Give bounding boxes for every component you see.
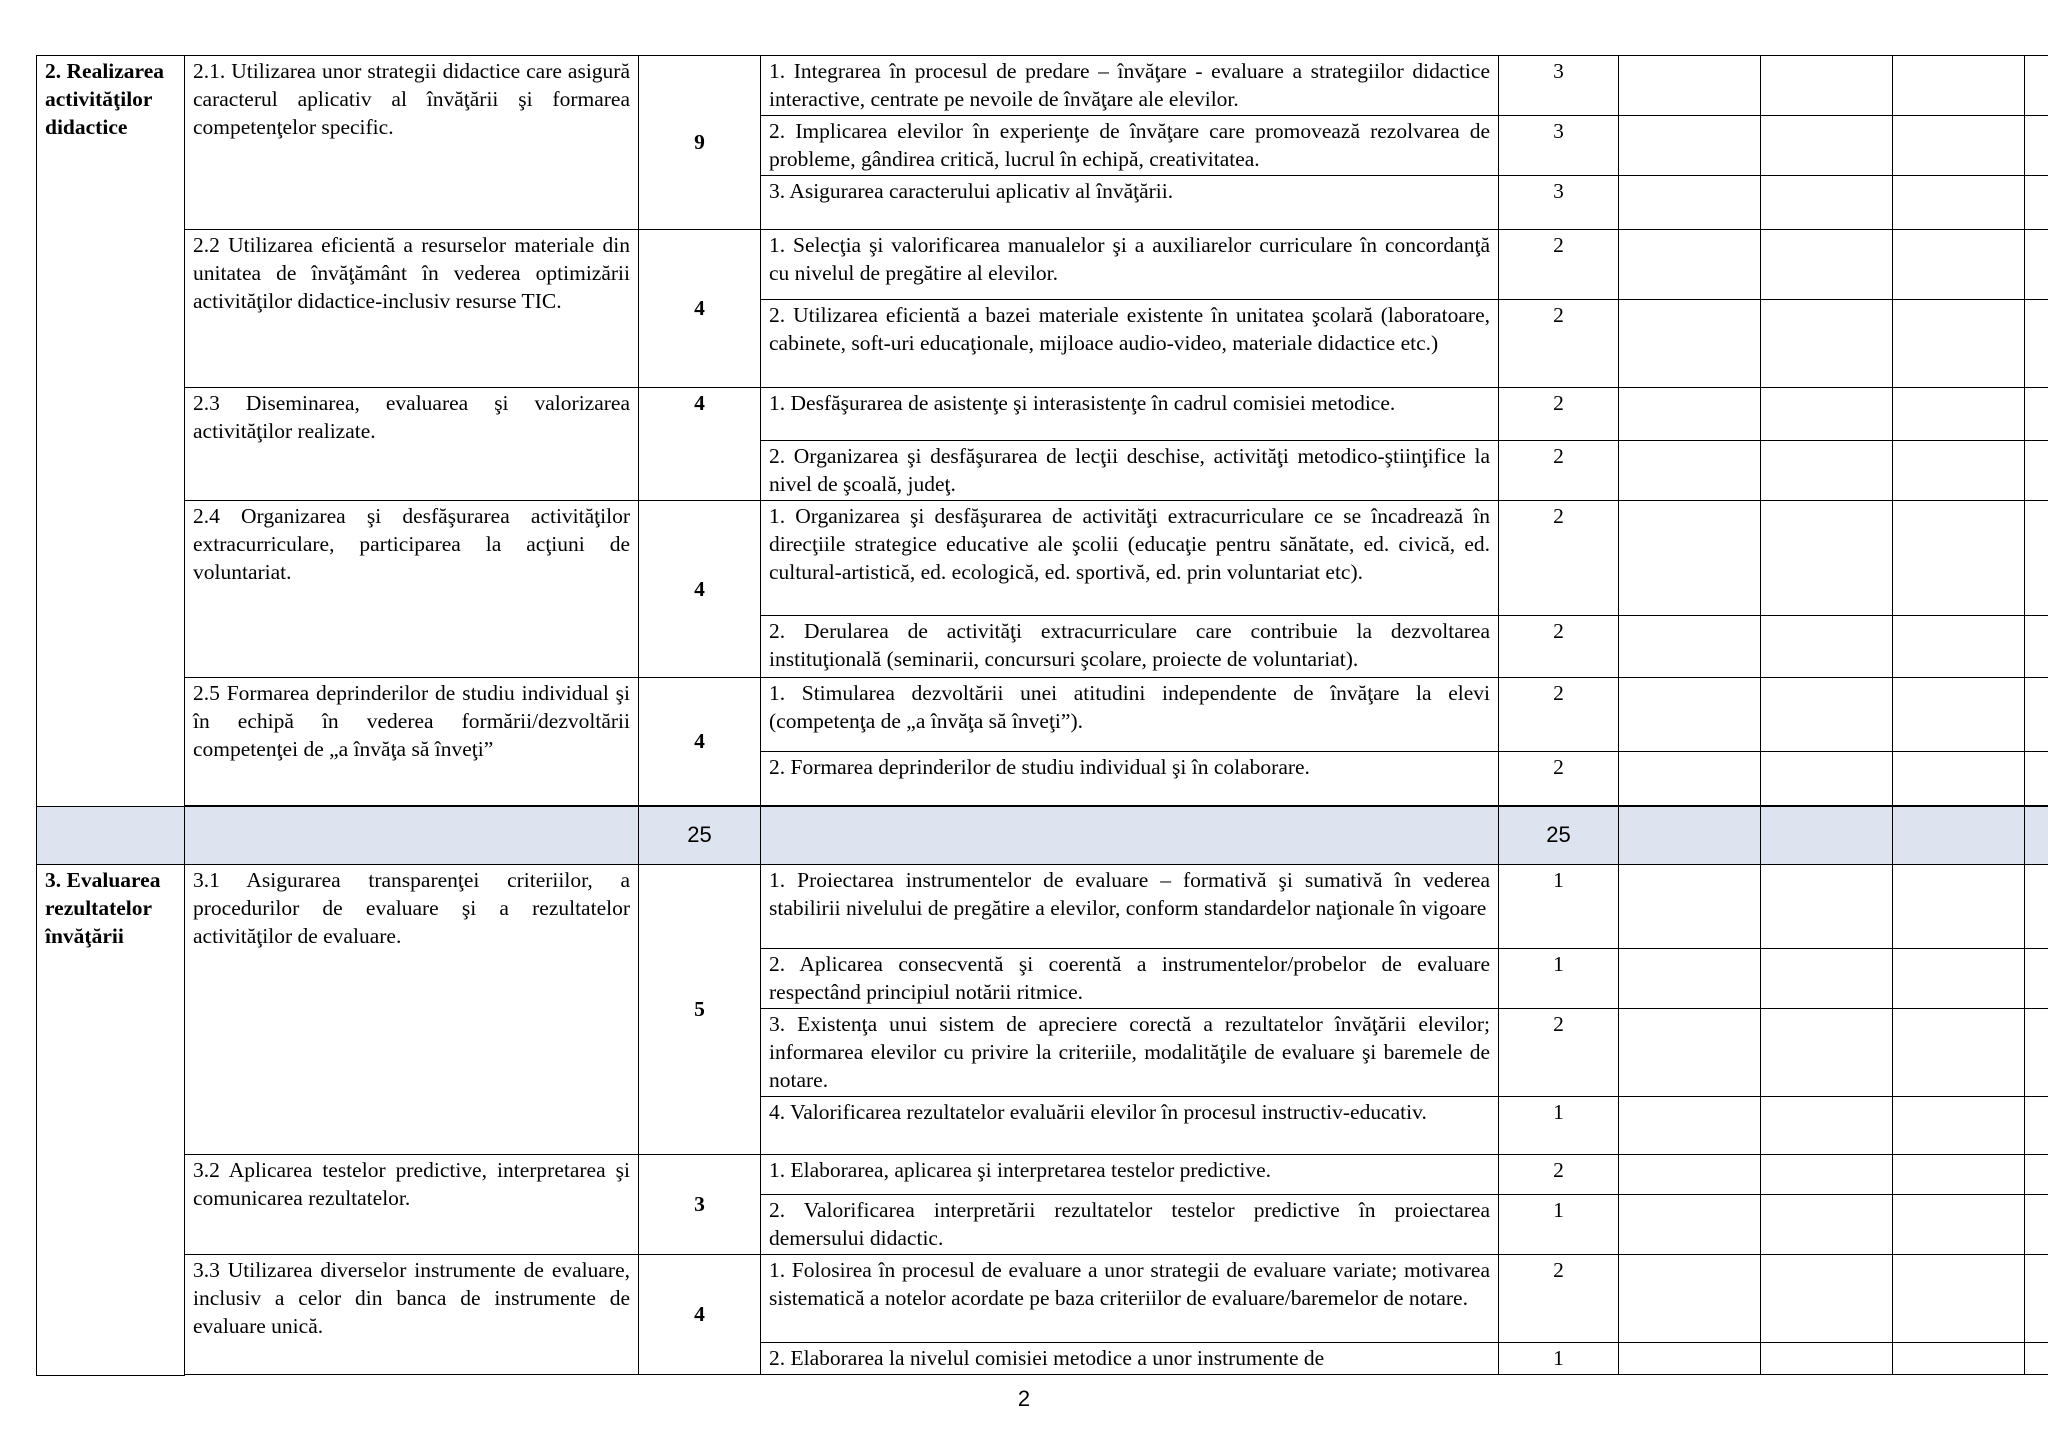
indicator-score: 2 xyxy=(1499,230,1619,300)
commission-cell[interactable] xyxy=(1761,1195,1893,1255)
final-cell[interactable] xyxy=(2025,388,2048,441)
total-score: 25 xyxy=(1499,807,1619,865)
table-row xyxy=(37,56,2048,116)
commission-cell[interactable] xyxy=(1761,388,1893,441)
final-cell[interactable] xyxy=(2025,501,2048,616)
commission-cell[interactable] xyxy=(1761,949,1893,1009)
self-evaluation-cell[interactable] xyxy=(1619,1343,1761,1375)
criterion-text: 2.4 Organizarea şi desfăşurarea activităţilor extracurriculare, participarea la acţiuni de voluntariat. xyxy=(185,501,639,678)
council-cell[interactable] xyxy=(1893,752,2025,806)
council-cell[interactable] xyxy=(1893,1009,2025,1097)
spacer-cell xyxy=(1893,1375,2025,1376)
commission-cell[interactable] xyxy=(1761,1343,1893,1375)
self-evaluation-cell[interactable] xyxy=(1619,230,1761,300)
final-cell[interactable] xyxy=(2025,1343,2048,1375)
self-evaluation-cell[interactable] xyxy=(1619,56,1761,116)
table-row xyxy=(37,501,2048,616)
commission-cell[interactable] xyxy=(1761,230,1893,300)
indicator-text: 2. Formarea deprinderilor de studiu individual şi în colaborare. xyxy=(761,752,1499,806)
indicator-score: 1 xyxy=(1499,949,1619,1009)
council-cell[interactable] xyxy=(1893,116,2025,176)
spacer-cell xyxy=(1619,1375,1761,1376)
criterion-text: 3.3 Utilizarea diverselor instrumente de evaluare, inclusiv a celor din banca de instrumente de evaluare unică. xyxy=(185,1255,639,1375)
self-evaluation-cell[interactable] xyxy=(1619,1155,1761,1195)
table-row xyxy=(37,1255,2048,1343)
total-empty-cell xyxy=(2025,807,2048,865)
indicator-score: 1 xyxy=(1499,1097,1619,1155)
domain-title: 2. Realizarea activităţilor didactice xyxy=(37,56,185,807)
table-row xyxy=(37,230,2048,300)
criterion-points: 9 xyxy=(639,56,761,230)
evaluation-sheet xyxy=(36,55,2026,1376)
total-empty-cell xyxy=(761,807,1499,865)
total-empty-cell xyxy=(1619,807,1761,865)
final-cell[interactable] xyxy=(2025,678,2048,752)
indicator-text: 3. Asigurarea caracterului aplicativ al învăţării. xyxy=(761,176,1499,230)
council-cell[interactable] xyxy=(1893,1343,2025,1375)
commission-cell[interactable] xyxy=(1761,56,1893,116)
council-cell[interactable] xyxy=(1893,501,2025,616)
commission-cell[interactable] xyxy=(1761,1097,1893,1155)
indicator-text: 1. Stimularea dezvoltării unei atitudini independente de învăţare la elevi (competenţa de „a învăţa să înveţi”). xyxy=(761,678,1499,752)
council-cell[interactable] xyxy=(1893,388,2025,441)
commission-cell[interactable] xyxy=(1761,300,1893,388)
final-cell[interactable] xyxy=(2025,1155,2048,1195)
commission-cell[interactable] xyxy=(1761,616,1893,678)
commission-cell[interactable] xyxy=(1761,1255,1893,1343)
spacer-cell xyxy=(2025,1375,2048,1376)
council-cell[interactable] xyxy=(1893,949,2025,1009)
indicator-score: 2 xyxy=(1499,678,1619,752)
council-cell[interactable] xyxy=(1893,441,2025,501)
indicator-score: 2 xyxy=(1499,388,1619,441)
final-cell[interactable] xyxy=(2025,752,2048,806)
criterion-points: 3 xyxy=(639,1155,761,1255)
spacer-cell xyxy=(1761,1375,1893,1376)
indicator-text: 2. Organizarea şi desfăşurarea de lecţii deschise, activităţi metodico-ştiinţifice la nivel de şcoală, judeţ. xyxy=(761,441,1499,501)
indicator-score: 1 xyxy=(1499,865,1619,949)
table-row xyxy=(37,1155,2048,1195)
criterion-text: 2.1. Utilizarea unor strategii didactice care asigură caracterul aplicativ al învăţării şi formarea competenţelor specific. xyxy=(185,56,639,230)
indicator-score: 3 xyxy=(1499,56,1619,116)
final-cell[interactable] xyxy=(2025,300,2048,388)
indicator-score: 3 xyxy=(1499,176,1619,230)
criterion-text: 3.1 Asigurarea transparenţei criteriilor, a procedurilor de evaluare şi a rezultatelor activităţilor de evaluare. xyxy=(185,865,639,1155)
indicator-text: 2. Valorificarea interpretării rezultatelor testelor predictive în proiectarea demersului didactic. xyxy=(761,1195,1499,1255)
indicator-text: 3. Existenţa unui sistem de apreciere corectă a rezultatelor învăţării elevilor; informarea elevilor cu privire la criteriile, modalităţile de evaluare şi baremele de notare. xyxy=(761,1009,1499,1097)
self-evaluation-cell[interactable] xyxy=(1619,752,1761,806)
final-cell[interactable] xyxy=(2025,1097,2048,1155)
table-row xyxy=(37,388,2048,441)
criterion-text: 2.2 Utilizarea eficientă a resurselor materiale din unitatea de învăţământ în vederea optimizării activităţilor didactice-inclusiv resurse TIC. xyxy=(185,230,639,388)
indicator-text: 2. Elaborarea la nivelul comisiei metodice a unor instrumente de xyxy=(761,1343,1499,1375)
spacer-cell xyxy=(639,1375,761,1376)
self-evaluation-cell[interactable] xyxy=(1619,616,1761,678)
table-row xyxy=(37,865,2048,949)
total-empty-cell xyxy=(37,807,185,865)
total-empty-cell xyxy=(185,807,639,865)
council-cell[interactable] xyxy=(1893,1195,2025,1255)
total-points: 25 xyxy=(639,807,761,865)
indicator-text: 2. Derularea de activităţi extracurriculare care contribuie la dezvoltarea instituţională (seminarii, concursuri şcolare, proiecte de voluntariat). xyxy=(761,616,1499,678)
final-cell[interactable] xyxy=(2025,865,2048,949)
criterion-points: 4 xyxy=(639,230,761,388)
indicator-score: 1 xyxy=(1499,1195,1619,1255)
criterion-points: 4 xyxy=(639,501,761,678)
total-empty-cell xyxy=(1893,807,2025,865)
self-evaluation-cell[interactable] xyxy=(1619,1195,1761,1255)
council-cell[interactable] xyxy=(1893,1255,2025,1343)
spacer-cell xyxy=(1499,1375,1619,1376)
indicator-score: 2 xyxy=(1499,1255,1619,1343)
council-cell[interactable] xyxy=(1893,56,2025,116)
criterion-points: 4 xyxy=(639,678,761,806)
table-row xyxy=(37,1375,2048,1376)
evaluation-table xyxy=(36,55,2048,1376)
indicator-score: 2 xyxy=(1499,300,1619,388)
indicator-score: 2 xyxy=(1499,1009,1619,1097)
criterion-text: 2.5 Formarea deprinderilor de studiu individual şi în echipă în vederea formării/dezvoltării competenţei de „a învăţa să înveţi” xyxy=(185,678,639,806)
commission-cell[interactable] xyxy=(1761,1155,1893,1195)
indicator-text: 4. Valorificarea rezultatelor evaluării elevilor în procesul instructiv-educativ. xyxy=(761,1097,1499,1155)
indicator-text: 1. Elaborarea, aplicarea şi interpretarea testelor predictive. xyxy=(761,1155,1499,1195)
final-cell[interactable] xyxy=(2025,1009,2048,1097)
final-cell[interactable] xyxy=(2025,616,2048,678)
self-evaluation-cell[interactable] xyxy=(1619,1255,1761,1343)
final-cell[interactable] xyxy=(2025,116,2048,176)
spacer-cell xyxy=(761,1375,1499,1376)
criterion-points: 5 xyxy=(639,865,761,1155)
indicator-text: 1. Folosirea în procesul de evaluare a unor strategii de evaluare variate; motivarea sistematică a notelor acordate pe baza criteriilor de evaluare/baremelor de notare. xyxy=(761,1255,1499,1343)
indicator-score: 2 xyxy=(1499,752,1619,806)
final-cell[interactable] xyxy=(2025,1255,2048,1343)
final-cell[interactable] xyxy=(2025,230,2048,300)
indicator-score: 2 xyxy=(1499,616,1619,678)
council-cell[interactable] xyxy=(1893,1155,2025,1195)
indicator-text: 2. Aplicarea consecventă şi coerentă a instrumentelor/probelor de evaluare respectând principiul notării ritmice. xyxy=(761,949,1499,1009)
council-cell[interactable] xyxy=(1893,1097,2025,1155)
self-evaluation-cell[interactable] xyxy=(1619,388,1761,441)
commission-cell[interactable] xyxy=(1761,1009,1893,1097)
criterion-points: 4 xyxy=(639,388,761,501)
indicator-score: 2 xyxy=(1499,441,1619,501)
indicator-text: 1. Desfăşurarea de asistenţe şi interasistenţe în cadrul comisiei metodice. xyxy=(761,388,1499,441)
council-cell[interactable] xyxy=(1893,176,2025,230)
council-cell[interactable] xyxy=(1893,616,2025,678)
indicator-text: 2. Implicarea elevilor în experienţe de învăţare care promovează rezolvarea de probleme, gândirea critică, lucrul în echipă, creativitatea. xyxy=(761,116,1499,176)
council-cell[interactable] xyxy=(1893,300,2025,388)
self-evaluation-cell[interactable] xyxy=(1619,1097,1761,1155)
total-empty-cell xyxy=(1761,807,1893,865)
final-cell[interactable] xyxy=(2025,176,2048,230)
self-evaluation-cell[interactable] xyxy=(1619,300,1761,388)
page-number: 2 xyxy=(1017,1386,1031,1411)
criterion-points: 4 xyxy=(639,1255,761,1375)
criterion-text: 2.3 Diseminarea, evaluarea şi valorizarea activităţilor realizate. xyxy=(185,388,639,501)
self-evaluation-cell[interactable] xyxy=(1619,441,1761,501)
indicator-text: 2. Utilizarea eficientă a bazei materiale existente în unitatea şcolară (laboratoare, cabinete, soft-uri educaţionale, mijloace audio-video, materiale didactice etc.) xyxy=(761,300,1499,388)
criterion-text: 3.2 Aplicarea testelor predictive, interpretarea şi comunicarea rezultatelor. xyxy=(185,1155,639,1255)
indicator-text: 1. Organizarea şi desfăşurarea de activităţi extracurriculare ce se încadrează în direcţiile strategice educative ale şcolii (educaţie pentru sănătate, ed. civică, ed. cultural-artistică, ed. ecologică, ed. sportivă, ed. prin voluntariat etc). xyxy=(761,501,1499,616)
self-evaluation-cell[interactable] xyxy=(1619,949,1761,1009)
commission-cell[interactable] xyxy=(1761,176,1893,230)
indicator-score: 2 xyxy=(1499,501,1619,616)
self-evaluation-cell[interactable] xyxy=(1619,865,1761,949)
commission-cell[interactable] xyxy=(1761,865,1893,949)
council-cell[interactable] xyxy=(1893,230,2025,300)
self-evaluation-cell[interactable] xyxy=(1619,1009,1761,1097)
commission-cell[interactable] xyxy=(1761,441,1893,501)
commission-cell[interactable] xyxy=(1761,116,1893,176)
council-cell[interactable] xyxy=(1893,865,2025,949)
council-cell[interactable] xyxy=(1893,678,2025,752)
commission-cell[interactable] xyxy=(1761,501,1893,616)
commission-cell[interactable] xyxy=(1761,752,1893,806)
indicator-score: 1 xyxy=(1499,1343,1619,1375)
final-cell[interactable] xyxy=(2025,56,2048,116)
indicator-score: 3 xyxy=(1499,116,1619,176)
final-cell[interactable] xyxy=(2025,441,2048,501)
indicator-score: 2 xyxy=(1499,1155,1619,1195)
final-cell[interactable] xyxy=(2025,949,2048,1009)
self-evaluation-cell[interactable] xyxy=(1619,176,1761,230)
spacer-cell xyxy=(185,1375,639,1376)
indicator-text: 1. Selecţia şi valorificarea manualelor şi a auxiliarelor curriculare în concordanţă cu nivelul de pregătire al elevilor. xyxy=(761,230,1499,300)
domain-title: 3. Evaluarea rezultatelor învăţării xyxy=(37,865,185,1376)
table-row xyxy=(37,678,2048,752)
self-evaluation-cell[interactable] xyxy=(1619,116,1761,176)
total-row xyxy=(37,807,2048,865)
indicator-text: 1. Proiectarea instrumentelor de evaluare – formativă şi sumativă în vederea stabilirii nivelului de pregătire a elevilor, conform standardelor naţionale în vigoare xyxy=(761,865,1499,949)
commission-cell[interactable] xyxy=(1761,678,1893,752)
self-evaluation-cell[interactable] xyxy=(1619,678,1761,752)
self-evaluation-cell[interactable] xyxy=(1619,501,1761,616)
final-cell[interactable] xyxy=(2025,1195,2048,1255)
indicator-text: 1. Integrarea în procesul de predare – învăţare - evaluare a strategiilor didactice interactive, centrate pe nevoile de învăţare ale elevilor. xyxy=(761,56,1499,116)
